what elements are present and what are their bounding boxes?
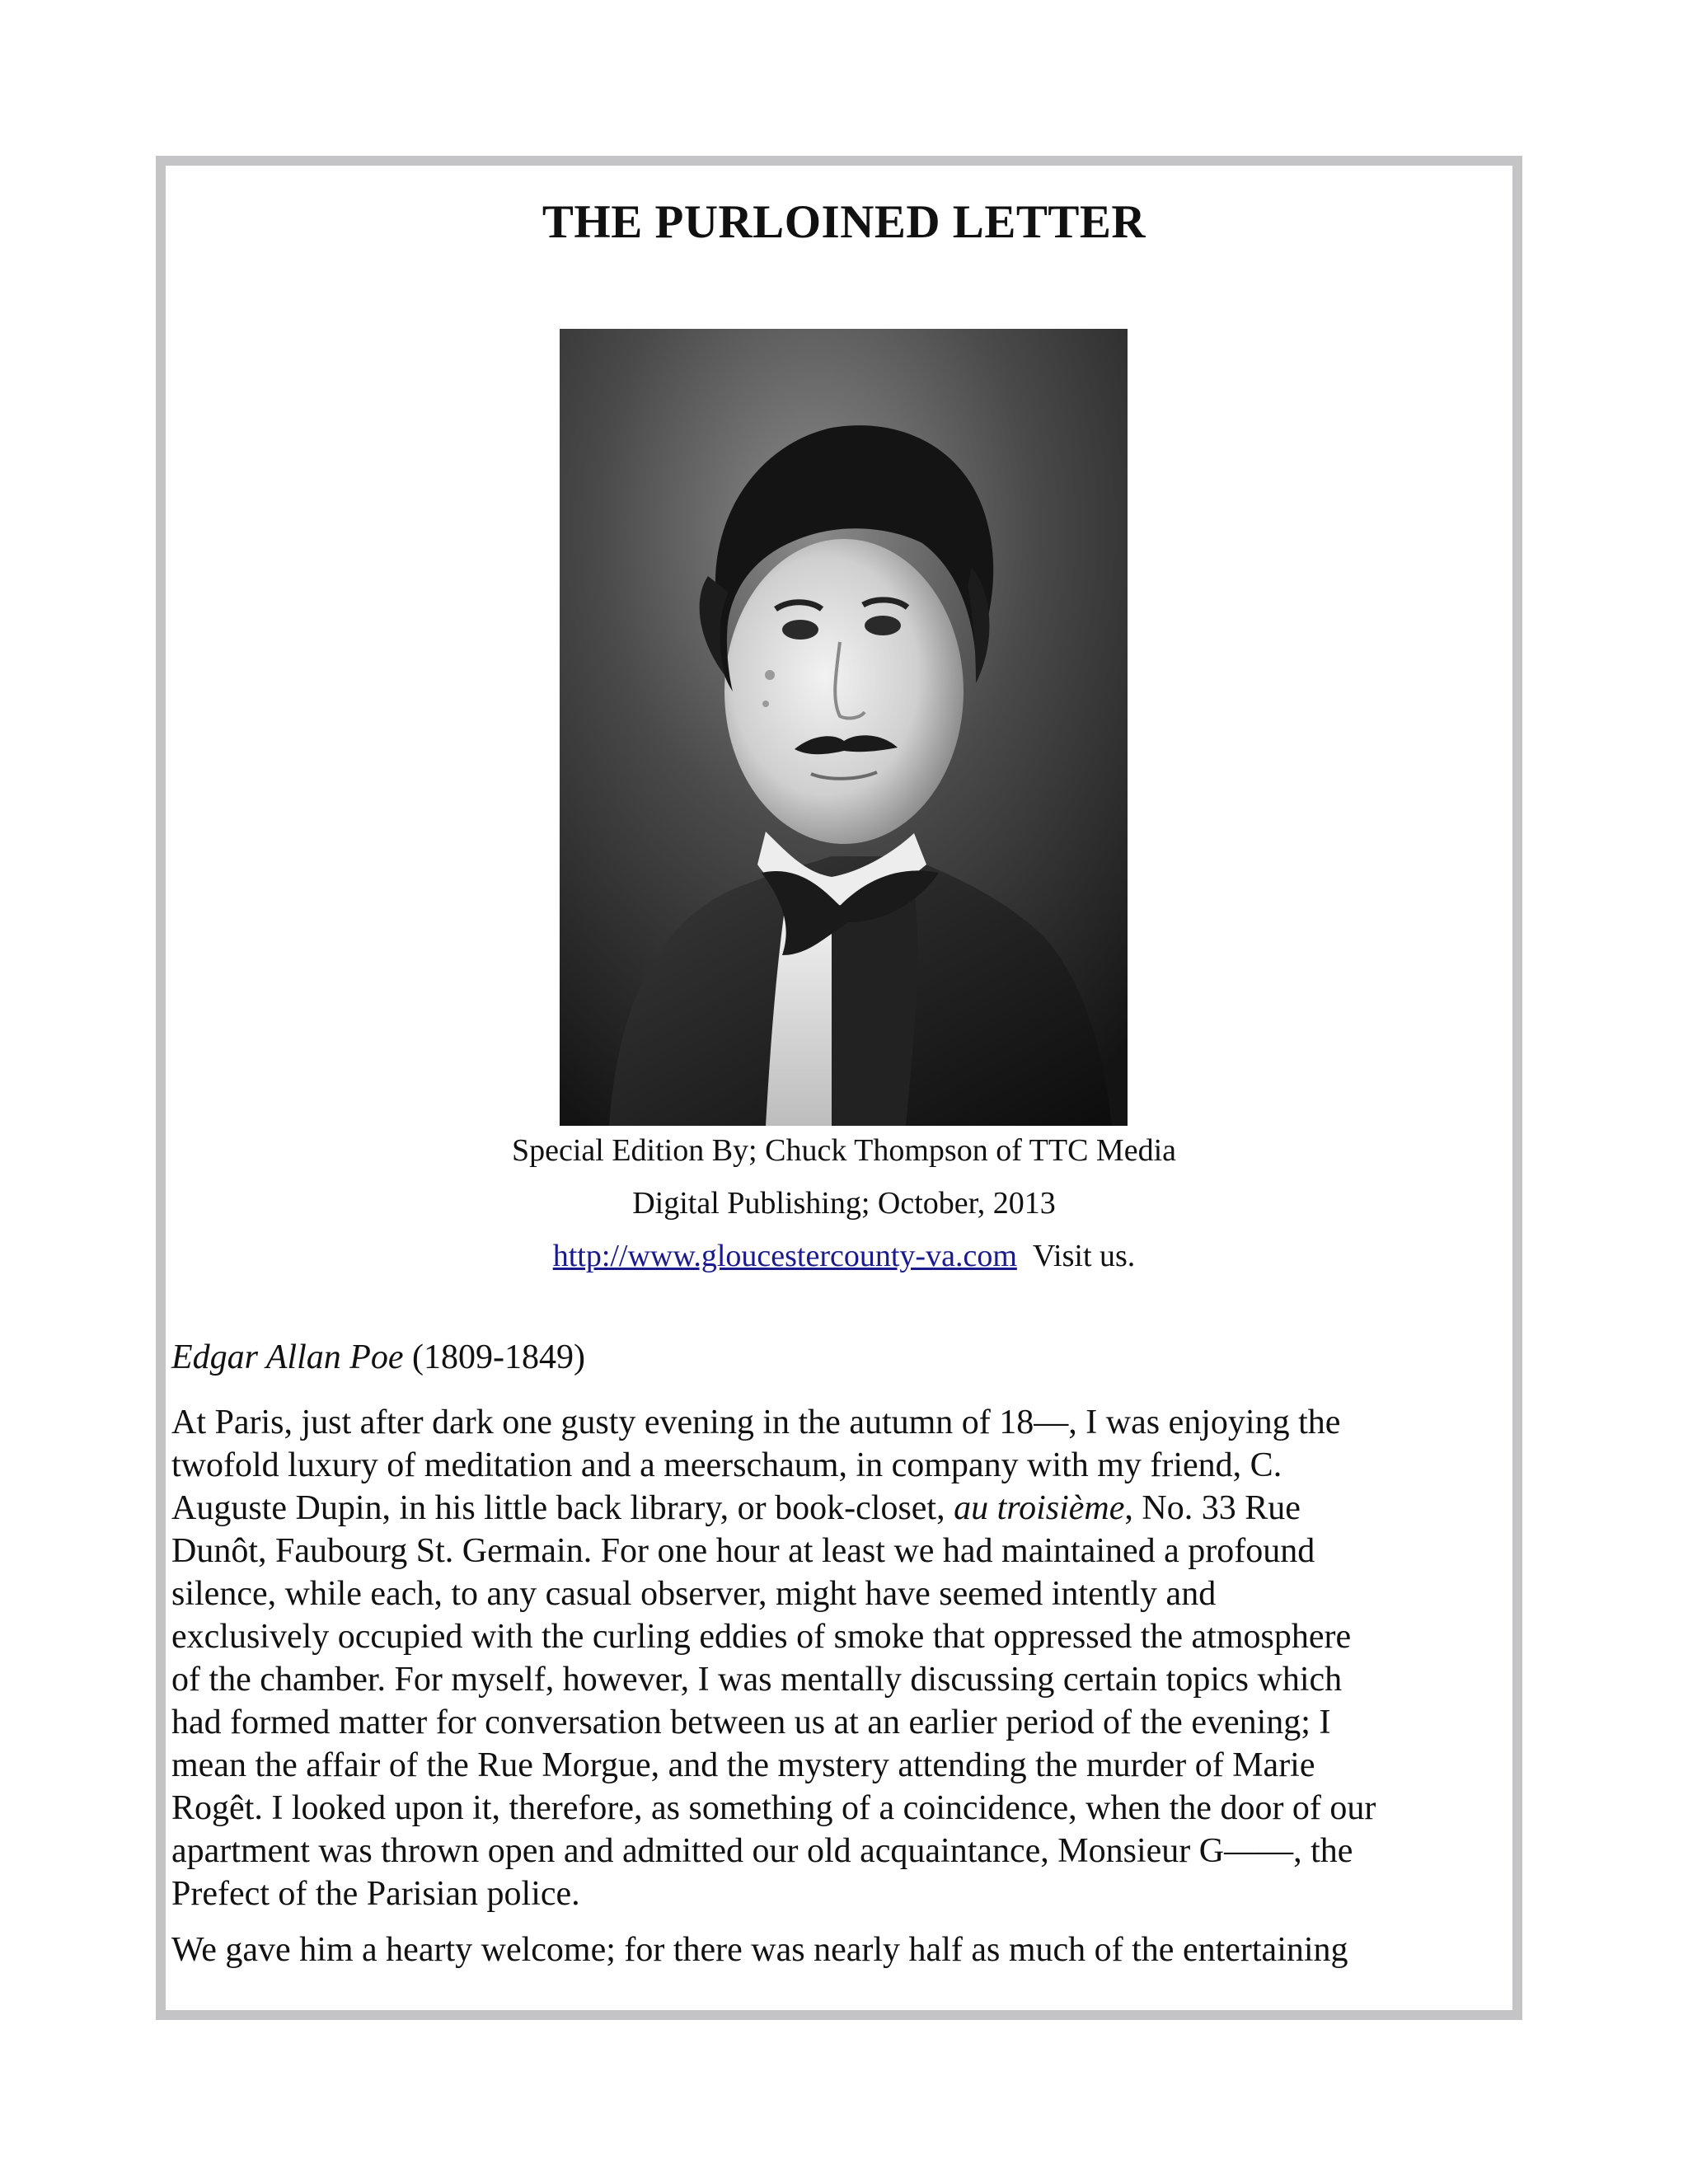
body-paragraph-2	[171, 1929, 1523, 1971]
italic-phrase: au troisième	[954, 1489, 1125, 1527]
paragraph-line: exclusively occupied with the curling eddies of smoke that oppressed the atmosphere	[171, 1618, 1352, 1656]
edition-credit: Special Edition By; Chuck Thompson of TTC Media	[511, 1133, 1177, 1168]
paragraph-line: apartment was thrown open and admitted our old acquaintance, Monsieur G——, the	[171, 1832, 1353, 1870]
body-paragraph-1	[171, 1401, 1523, 1915]
visit-us-text: Visit us.	[1032, 1239, 1136, 1273]
paragraph-line	[171, 1487, 1523, 1530]
paragraph-line: of the chamber. For myself, however, I was mentally discussing certain topics which	[171, 1661, 1343, 1699]
publishing-credit: Digital Publishing; October, 2013	[632, 1186, 1056, 1221]
paragraph-line-part: , No. 33 Rue	[1124, 1489, 1301, 1527]
paragraph-line: We gave him a hearty welcome; for there was nearly half as much of the entertaining	[171, 1931, 1348, 1969]
paragraph-line: Prefect of the Parisian police.	[171, 1875, 580, 1913]
website-link[interactable]: http://www.gloucestercounty-va.com	[552, 1239, 1017, 1273]
paragraph-line: Dunôt, Faubourg St. Germain. For one hour at least we had maintained a profound	[171, 1532, 1315, 1570]
author-line	[171, 1336, 1523, 1379]
paragraph-line: At Paris, just after dark one gusty evening in the autumn of 18—, I was enjoying the	[171, 1404, 1341, 1441]
paragraph-line: mean the affair of the Rue Morgue, and the mystery attending the murder of Marie	[171, 1746, 1315, 1784]
paragraph-line: had formed matter for conversation between us at an earlier period of the evening; I	[171, 1704, 1331, 1741]
paragraph-line-part: Auguste Dupin, in his little back library, or book-closet,	[171, 1489, 954, 1527]
paragraph-line: twofold luxury of meditation and a meerschaum, in company with my friend, C.	[171, 1446, 1282, 1484]
document-title: THE PURLOINED LETTER	[542, 196, 1146, 248]
website-credit-line	[0, 1240, 1688, 1272]
paragraph-line: silence, while each, to any casual observer, might have seemed intently and	[171, 1575, 1217, 1613]
author-years: (1809-1849)	[412, 1338, 585, 1376]
paragraph-line: Rogêt. I looked upon it, therefore, as something of a coincidence, when the door of our	[171, 1789, 1376, 1827]
author-portrait-image	[560, 329, 1128, 1126]
author-name: Edgar Allan Poe	[171, 1338, 404, 1376]
